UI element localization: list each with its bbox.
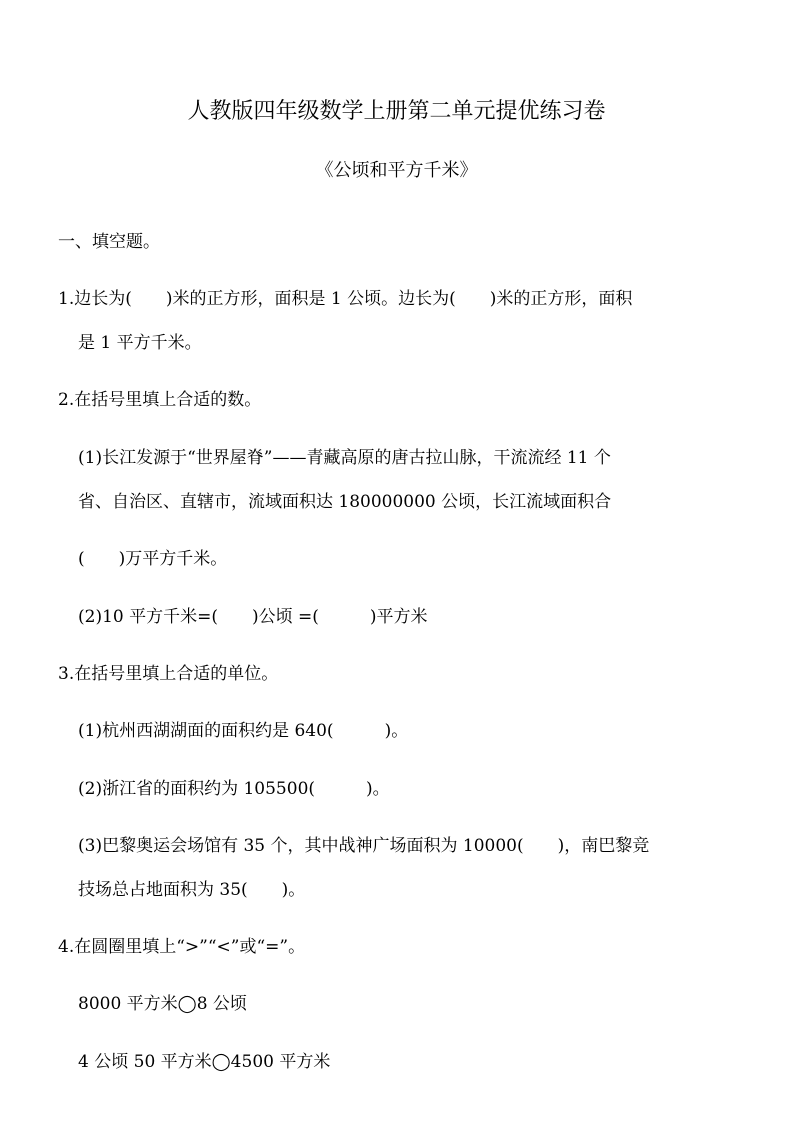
question-3-part-3-line-1: (3)巴黎奥运会场馆有 35 个，其中战神广场面积为 10000( )，南巴黎竞 [78,836,650,856]
question-4-compare-2: 4 公顷 50 平方米◯4500 平方米 [78,1052,331,1072]
question-2-part-1-line-1: (1)长江发源于“世界屋脊”——青藏高原的唐古拉山脉，干流流经 11 个 [78,448,611,468]
section-heading: 一、填空题。 [58,232,160,252]
question-2-part-1-line-2: 省、自治区、直辖市，流域面积达 180000000 公顷，长江流域面积合 [78,492,612,512]
question-3-stem: 3.在括号里填上合适的单位。 [58,664,279,684]
question-1-line-2: 是 1 平方千米。 [78,333,202,353]
question-2-part-1-line-3: ( )万平方千米。 [78,549,228,569]
question-1-line-1: 1.边长为( )米的正方形，面积是 1 公顷。边长为( )米的正方形，面积 [58,289,633,309]
question-2-part-2: (2)10 平方千米=( )公顷 =( )平方米 [78,607,428,627]
page-title: 人教版四年级数学上册第二单元提优练习卷 [187,99,606,124]
question-2-stem: 2.在括号里填上合适的数。 [58,390,262,410]
page-subtitle: 《公顷和平方千米》 [315,160,478,181]
question-3-part-3-line-2: 技场总占地面积为 35( )。 [78,880,306,900]
question-4-stem: 4.在圆圈里填上“>”“<”或“=”。 [58,937,306,957]
question-3-part-2: (2)浙江省的面积约为 105500( )。 [78,779,390,799]
question-4-compare-1: 8000 平方米◯8 公顷 [78,994,247,1014]
question-3-part-1: (1)杭州西湖湖面的面积约是 640( )。 [78,721,409,741]
